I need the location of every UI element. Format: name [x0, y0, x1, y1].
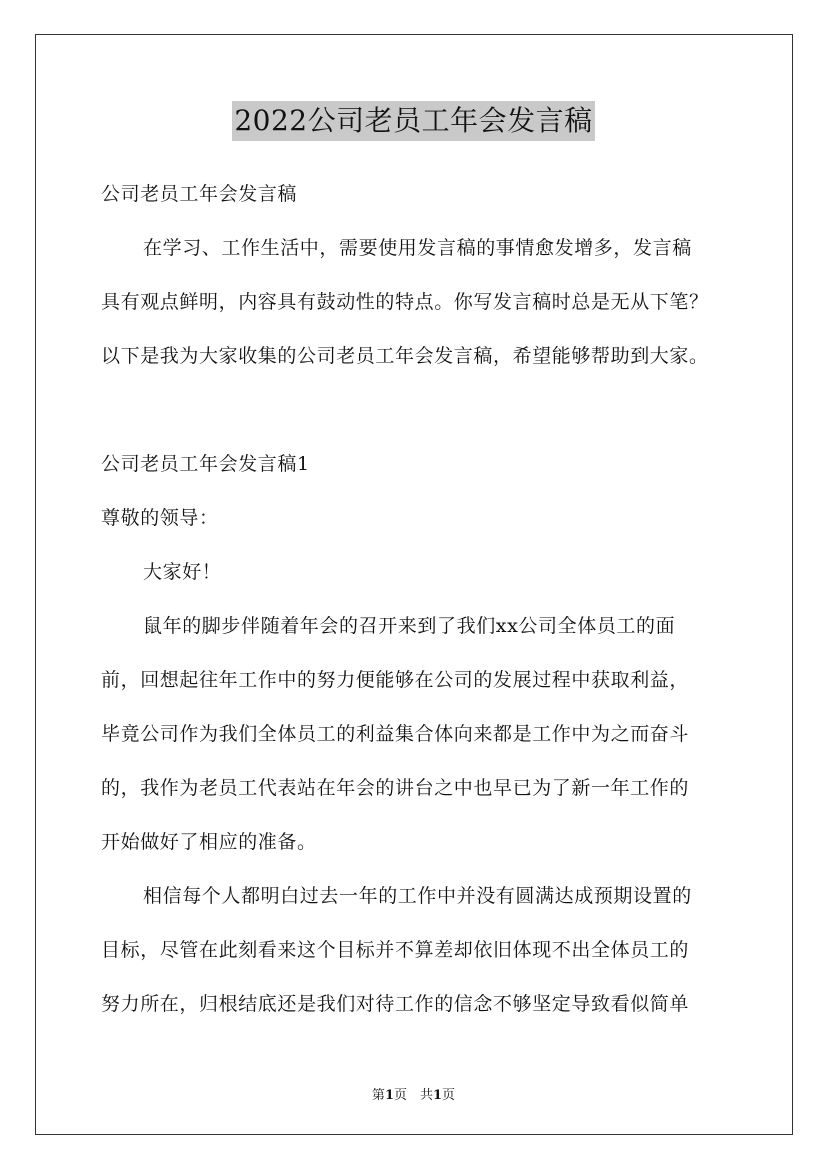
text-line: 目标，尽管在此刻看来这个目标并不算差却依旧体现不出全体员工的	[101, 939, 690, 961]
text-line: 公司老员工年会发言稿1	[101, 453, 310, 475]
text-line: 以下是我为大家收集的公司老员工年会发言稿，希望能够帮助到大家。	[101, 345, 709, 367]
text-line: 具有观点鲜明，内容具有鼓动性的特点。你写发言稿时总是无从下笔？	[101, 291, 709, 313]
title-container	[0, 101, 827, 141]
text-line: 公司老员工年会发言稿	[101, 183, 298, 205]
page-footer	[0, 1084, 827, 1103]
text-line: 大家好！	[143, 561, 222, 583]
document-body	[101, 178, 741, 1042]
footer-suffix: 页	[442, 1088, 456, 1103]
text-line: 尊敬的领导：	[101, 507, 219, 529]
current-page-number: 1	[384, 1088, 394, 1103]
total-page-number: 1	[433, 1088, 443, 1103]
text-line: 开始做好了相应的准备。	[101, 831, 317, 853]
footer-prefix: 第	[371, 1088, 385, 1103]
text-line: 毕竟公司作为我们全体员工的利益集合体向来都是工作中为之而奋斗	[101, 723, 690, 745]
text-line: 鼠年的脚步伴随着年会的召开来到了我们xx公司全体员工的面	[143, 615, 676, 637]
text-line: 的，我作为老员工代表站在年会的讲台之中也早已为了新一年工作的	[101, 777, 690, 799]
text-line: 前，回想起往年工作中的努力便能够在公司的发展过程中获取利益，	[101, 669, 690, 691]
text-line: 在学习、工作生活中，需要使用发言稿的事情愈发增多，发言稿	[143, 237, 692, 259]
text-line: 相信每个人都明白过去一年的工作中并没有圆满达成预期设置的	[143, 885, 692, 907]
blank-line	[101, 394, 741, 448]
document-title: 2022公司老员工年会发言稿	[232, 101, 594, 141]
text-line: 努力所在，归根结底还是我们对待工作的信念不够坚定导致看似简单	[101, 993, 690, 1015]
footer-mid: 页 共	[393, 1088, 433, 1103]
